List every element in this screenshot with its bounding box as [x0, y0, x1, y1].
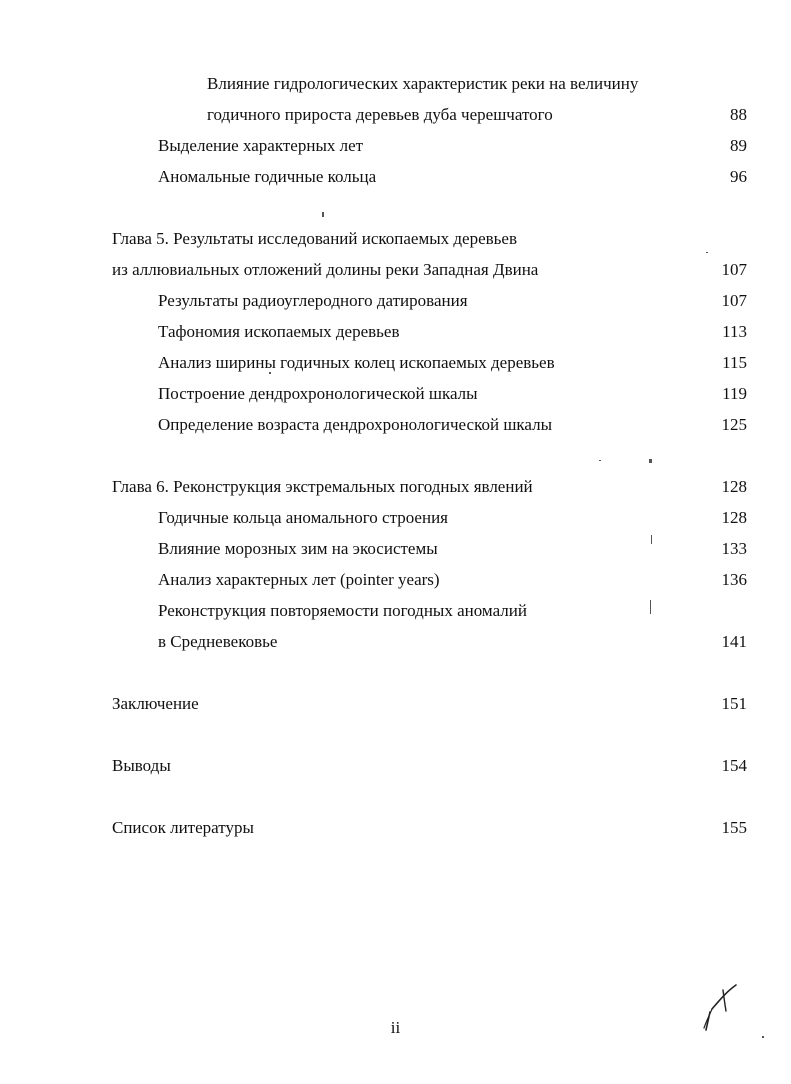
scan-speck [649, 459, 652, 463]
toc-entry-page: 125 [721, 415, 747, 434]
toc-entry-title: Выделение характерных лет [158, 136, 364, 155]
page-number: ii [390, 1018, 401, 1037]
toc-entry-title: Тафономия ископаемых деревьев [158, 322, 400, 341]
toc-chapter-title: Глава 6. Реконструкция экстремальных погодных явлений [112, 477, 533, 496]
toc-entry-title: Годичные кольца аномального строения [158, 508, 448, 527]
toc-entry-page: 115 [722, 353, 747, 372]
toc-entry-title: Аномальные годичные кольца [158, 167, 377, 186]
scan-speck [322, 212, 324, 217]
scan-speck [269, 372, 271, 374]
toc-chapter-title: из аллювиальных отложений долины реки Западная Двина [112, 260, 539, 279]
scan-speck [651, 535, 652, 544]
toc-entry-page: 154 [721, 756, 747, 775]
toc-section-title: Выводы [112, 756, 171, 775]
toc-entry-page: 133 [721, 539, 747, 558]
toc-entry-title: Определение возраста дендрохронологической шкалы [158, 415, 553, 434]
toc-entry-title: Анализ характерных лет (pointer years) [158, 570, 440, 589]
toc-entry-page: 128 [721, 508, 747, 527]
toc-entry-page: 128 [721, 477, 747, 496]
toc-entry-title: Анализ ширины годичных колец ископаемых деревьев [158, 353, 555, 372]
toc-entry-page: 141 [721, 632, 747, 651]
toc-entry-page: 96 [730, 167, 747, 186]
toc-entry-page: 113 [722, 322, 747, 341]
toc-entry-page: 107 [721, 260, 747, 279]
toc-entry-page: 107 [721, 291, 747, 310]
toc-chapter-title: Глава 5. Результаты исследований ископаемых деревьев [112, 229, 517, 248]
toc-entry-title: Влияние гидрологических характеристик реки на величину [207, 74, 639, 93]
toc-entry-page: 119 [722, 384, 747, 403]
toc-entry-title: Реконструкция повторяемости погодных аномалий [158, 601, 527, 620]
scan-speck [706, 252, 708, 253]
toc-entry-page: 155 [721, 818, 747, 837]
toc-section-title: Список литературы [112, 818, 254, 837]
toc-entry-page: 136 [721, 570, 747, 589]
toc-entry-title: Влияние морозных зим на экосистемы [158, 539, 438, 558]
toc-entry-title: Построение дендрохронологической шкалы [158, 384, 478, 403]
toc-entry-title: Результаты радиоуглеродного датирования [158, 291, 468, 310]
toc-entry-page: 89 [730, 136, 747, 155]
toc-entry-title: в Средневековье [158, 632, 278, 651]
toc-entry-title: годичного прироста деревьев дуба черешчатого [207, 105, 553, 124]
toc-entry-page: 151 [721, 694, 747, 713]
scan-speck [650, 600, 651, 614]
scan-speck [599, 460, 601, 461]
toc-section-title: Заключение [112, 694, 199, 713]
toc-entry-page: 88 [730, 105, 747, 124]
